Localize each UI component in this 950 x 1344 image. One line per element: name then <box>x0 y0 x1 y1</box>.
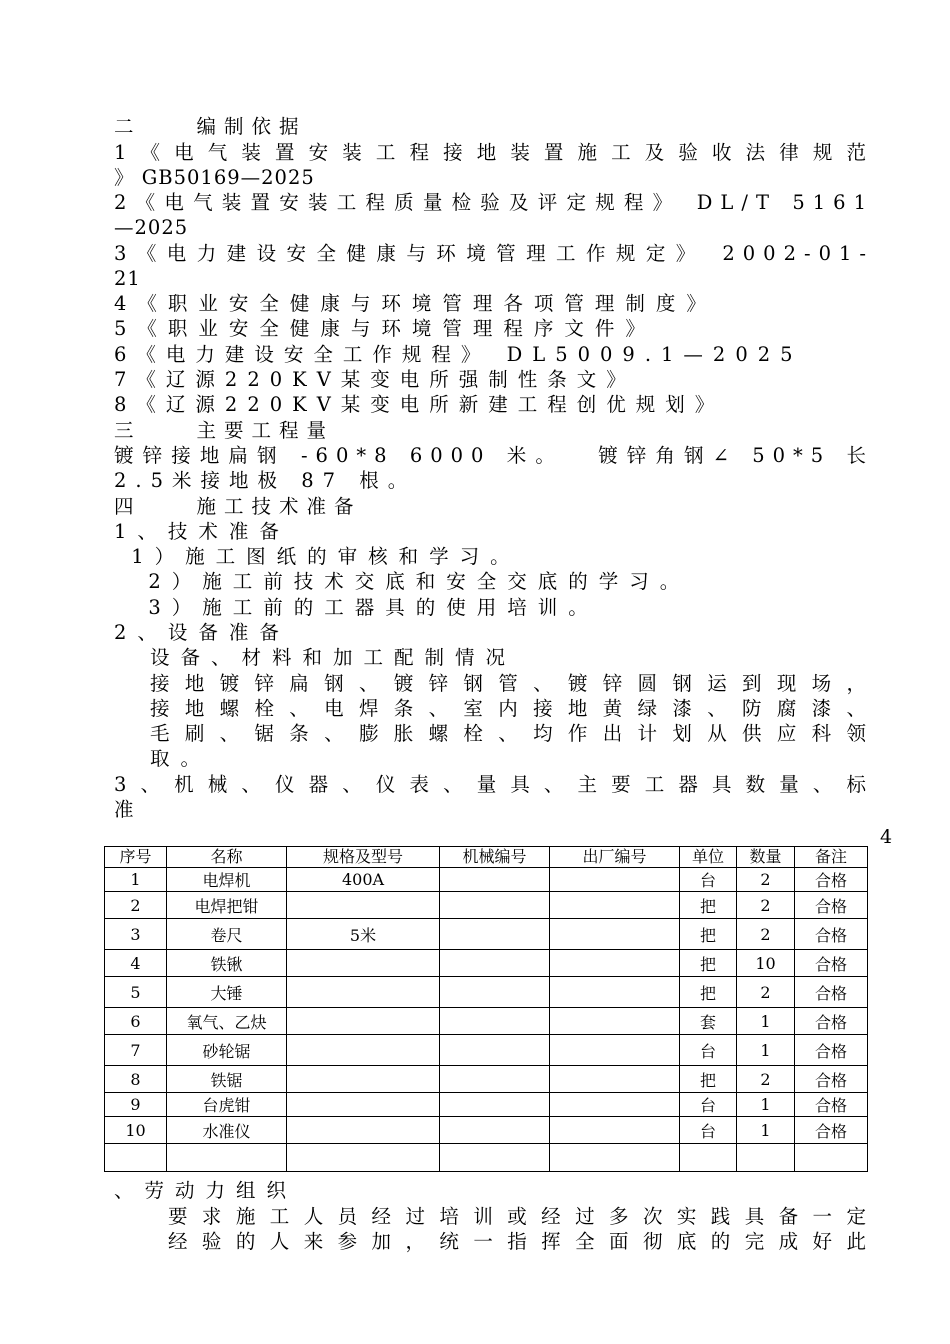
table-header-row <box>105 847 868 868</box>
table-row <box>105 868 868 892</box>
table-cell <box>287 1117 440 1144</box>
table-cell <box>550 1117 680 1144</box>
table-cell <box>287 1066 440 1093</box>
table-cell <box>287 1144 440 1172</box>
table-row <box>105 919 868 950</box>
table-cell: 合格 <box>795 1035 868 1066</box>
table-cell <box>440 868 550 892</box>
table-row <box>105 1117 868 1144</box>
basis-item: 6《电力建设安全工作规程》 DL5009.1—2025 <box>114 343 803 366</box>
table-cell <box>550 1066 680 1093</box>
table-row <box>105 950 868 977</box>
table-cell: 1 <box>737 1093 795 1117</box>
table-row <box>105 892 868 919</box>
equip-prep-line: 接地镀锌扁钢、镀锌钢管、镀锌圆钢运到现场， <box>150 672 874 695</box>
table-cell: 3 <box>105 919 167 950</box>
table-row <box>105 1008 868 1035</box>
table-header-cell: 序号 <box>105 847 167 868</box>
table-cell <box>550 1008 680 1035</box>
table-cell: 合格 <box>795 950 868 977</box>
tech-prep-item: 1）施工图纸的审核和学习。 <box>114 545 521 568</box>
section-title-basis: 二 编制依据 <box>114 115 307 138</box>
table-cell: 400A <box>287 868 440 892</box>
table-cell <box>440 1093 550 1117</box>
table-cell <box>287 1035 440 1066</box>
table-cell: 卷尺 <box>167 919 287 950</box>
table-cell <box>550 919 680 950</box>
basis-item: 8《辽源220KV某变电所新建工程创优规划》 <box>114 393 725 416</box>
table-cell <box>550 1035 680 1066</box>
table-cell: 合格 <box>795 1008 868 1035</box>
subsection-title: 2、设备准备 <box>114 621 290 644</box>
basis-item: 2《电气装置安装工程质量检验及评定规程》 DL/T 5161 <box>114 191 874 214</box>
table-header-cell: 规格及型号 <box>287 847 440 868</box>
tech-prep-item: 3）施工前的工器具的使用培训。 <box>114 596 599 619</box>
table-cell <box>440 1144 550 1172</box>
table-cell: 电焊把钳 <box>167 892 287 919</box>
table-cell <box>550 892 680 919</box>
table-cell: 2 <box>105 892 167 919</box>
table-cell: 合格 <box>795 919 868 950</box>
table-cell: 2 <box>737 1066 795 1093</box>
tech-prep-item: 2）施工前技术交底和安全交底的学习。 <box>114 570 691 593</box>
table-cell: 合格 <box>795 977 868 1008</box>
table-cell <box>287 950 440 977</box>
table-cell: 10 <box>105 1117 167 1144</box>
section-title-quantity: 三 主要工程量 <box>114 419 335 442</box>
equipment-table <box>104 846 868 1172</box>
labor-line: 经验的人来参加，统一指挥全面彻底的完成好此 <box>168 1230 874 1253</box>
table-cell: 合格 <box>795 1117 868 1144</box>
table-cell <box>550 950 680 977</box>
table-body <box>105 868 868 1172</box>
table-cell <box>167 1144 287 1172</box>
table-cell: 1 <box>105 868 167 892</box>
table-cell <box>105 1144 167 1172</box>
table-cell <box>440 892 550 919</box>
table-header-cell: 名称 <box>167 847 287 868</box>
table-cell: 合格 <box>795 1066 868 1093</box>
table-cell: 套 <box>680 1008 737 1035</box>
table-cell <box>440 977 550 1008</box>
table-header-cell: 机械编号 <box>440 847 550 868</box>
table-cell: 台 <box>680 1093 737 1117</box>
subsection-title: 准 <box>114 798 142 821</box>
table-header-cell: 备注 <box>795 847 868 868</box>
table-cell: 台 <box>680 1117 737 1144</box>
table-cell: 铁锹 <box>167 950 287 977</box>
table-cell: 6 <box>105 1008 167 1035</box>
table-cell <box>550 1093 680 1117</box>
table-cell <box>680 1144 737 1172</box>
table-cell: 合格 <box>795 892 868 919</box>
table-header-cell: 出厂编号 <box>550 847 680 868</box>
table-cell <box>440 1066 550 1093</box>
table-cell: 合格 <box>795 1093 868 1117</box>
table-cell: 水准仪 <box>167 1117 287 1144</box>
table-cell: 5米 <box>287 919 440 950</box>
basis-item: 4《职业安全健康与环境管理各项管理制度》 <box>114 292 717 315</box>
table-cell: 1 <box>737 1008 795 1035</box>
page-number: 4 <box>880 826 893 848</box>
labor-line: 要求施工人员经过培训或经过多次实践具备一定 <box>168 1205 874 1228</box>
equip-prep-line: 设备、材料和加工配制情况 <box>150 646 517 669</box>
table-cell <box>440 1117 550 1144</box>
table-header-cell: 数量 <box>737 847 795 868</box>
table-cell: 把 <box>680 950 737 977</box>
table-cell: 1 <box>737 1035 795 1066</box>
table-cell: 铁锯 <box>167 1066 287 1093</box>
table-cell: 台 <box>680 1035 737 1066</box>
table-cell: 8 <box>105 1066 167 1093</box>
table-cell: 4 <box>105 950 167 977</box>
basis-item: 21 <box>114 267 141 290</box>
section-title-preparation: 四 施工技术准备 <box>114 495 362 518</box>
table-cell: 氧气、乙炔 <box>167 1008 287 1035</box>
table-cell: 9 <box>105 1093 167 1117</box>
table-row <box>105 1066 868 1093</box>
table-cell <box>737 1144 795 1172</box>
table-cell <box>550 868 680 892</box>
equip-prep-line: 取。 <box>150 747 212 770</box>
table-cell: 5 <box>105 977 167 1008</box>
table-cell: 7 <box>105 1035 167 1066</box>
table-cell <box>440 950 550 977</box>
table-cell <box>550 977 680 1008</box>
table-cell: 把 <box>680 1066 737 1093</box>
table-cell <box>287 892 440 919</box>
table-cell: 2 <box>737 977 795 1008</box>
subsection-title: 1、技术准备 <box>114 520 290 543</box>
table-cell <box>440 1035 550 1066</box>
table-cell: 2 <box>737 868 795 892</box>
basis-item: —2025 <box>114 216 189 239</box>
table-cell <box>550 1144 680 1172</box>
basis-item: 5《职业安全健康与环境管理程序文件》 <box>114 317 656 340</box>
table-cell <box>440 919 550 950</box>
table-row <box>105 977 868 1008</box>
table-cell: 把 <box>680 892 737 919</box>
section-title-labor: 、劳动力组织 <box>114 1179 298 1202</box>
table-cell: 台虎钳 <box>167 1093 287 1117</box>
table-cell: 1 <box>737 1117 795 1144</box>
table-cell: 大锤 <box>167 977 287 1008</box>
equip-prep-line: 毛刷、锯条、膨胀螺栓、均作出计划从供应科领 <box>150 722 874 745</box>
quantity-line: 镀锌接地扁钢 -60*8 6000 米。 镀锌角钢∠ 50*5 长 <box>114 444 874 467</box>
table-cell <box>287 977 440 1008</box>
table-cell: 把 <box>680 977 737 1008</box>
table-cell: 砂轮锯 <box>167 1035 287 1066</box>
basis-item: 》 GB50169—2025 <box>114 166 315 189</box>
table-cell: 10 <box>737 950 795 977</box>
basis-item: 7《辽源220KV某变电所强制性条文》 <box>114 368 636 391</box>
basis-item: 1《电气装置安装工程接地装置施工及验收法律规范 <box>114 141 874 164</box>
table-cell <box>795 1144 868 1172</box>
subsection-title: 3、机械、仪器、仪表、量具、主要工器具数量、标 <box>114 773 874 796</box>
table-cell <box>287 1093 440 1117</box>
table-row <box>105 1144 868 1172</box>
table-cell: 台 <box>680 868 737 892</box>
table-row <box>105 1035 868 1066</box>
equip-prep-line: 接地螺栓、电焊条、室内接地黄绿漆、防腐漆、 <box>150 697 874 720</box>
table-row <box>105 1093 868 1117</box>
table-header-cell: 单位 <box>680 847 737 868</box>
table-cell: 把 <box>680 919 737 950</box>
table-cell: 合格 <box>795 868 868 892</box>
quantity-line: 2.5米接地极 87 根。 <box>114 469 417 492</box>
table-cell: 电焊机 <box>167 868 287 892</box>
basis-item: 3《电力建设安全健康与环境管理工作规定》 2002-01- <box>114 242 874 265</box>
table-cell <box>440 1008 550 1035</box>
table-cell: 2 <box>737 892 795 919</box>
table-cell: 2 <box>737 919 795 950</box>
table-cell <box>287 1008 440 1035</box>
